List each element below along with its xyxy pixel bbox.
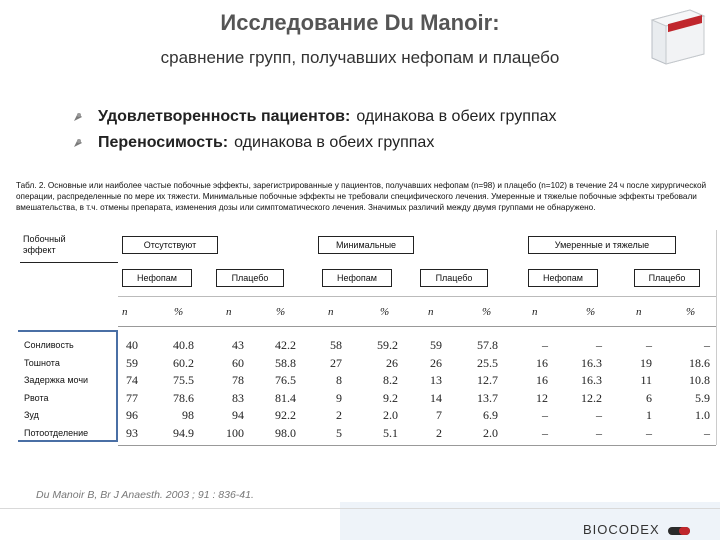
table-cell: 98 (182, 408, 194, 423)
subcol-header: % (482, 306, 492, 318)
table-cell: 2 (436, 426, 442, 440)
pack-logo-text: ACUPAN (670, 16, 700, 33)
table-cell: 7 (436, 408, 442, 423)
table-cell: 9 (336, 390, 342, 405)
bullet-bold-label: Переносимость: (98, 134, 229, 151)
table-cell: 1 (646, 408, 652, 423)
group-header-none: Отсутствуют (122, 236, 218, 254)
table-cell: 9.2 (383, 390, 398, 405)
pushpin-bullet-icon (72, 137, 84, 149)
pushpin-bullet-icon (72, 111, 84, 123)
subcol-header: n (226, 306, 232, 318)
table-cell: 5.9 (695, 390, 710, 405)
arm-header: Плацебо (420, 269, 488, 287)
table-cell: 19 (640, 355, 652, 370)
row-label: Сонливость (24, 340, 74, 350)
effect-column-header: Побочный эффект (20, 234, 120, 264)
table-cell: 81.4 (275, 390, 296, 405)
table-cell: 94.9 (173, 426, 194, 440)
subcol-header: % (686, 306, 696, 318)
subcol-header: % (586, 306, 596, 318)
subcol-header: n (328, 306, 334, 318)
table-cell: – (646, 426, 652, 440)
table-cell: 11 (640, 373, 652, 388)
table-cell: 18.6 (689, 355, 710, 370)
table-cell: 6 (646, 390, 652, 405)
bullet-item-tolerability (72, 130, 557, 156)
subcol-header: n (532, 306, 538, 318)
row-label: Задержка мочи (24, 375, 89, 386)
bullet-list (72, 104, 557, 156)
table-cell: 94 (232, 408, 244, 423)
table-cell: 26 (430, 355, 442, 370)
table-cell: 12 (536, 390, 548, 405)
table-cell: 1.0 (695, 408, 710, 423)
bullet-bold-label: Удовлетворенность пациентов: (98, 108, 351, 125)
table-cell: 42.2 (275, 338, 296, 352)
table-cell: 25.5 (477, 355, 498, 370)
bullet-text: одинакова в обеих группах (234, 134, 435, 151)
table-cell: – (596, 408, 602, 423)
table-cell: 27 (330, 355, 342, 370)
subcol-header: % (174, 306, 184, 318)
table-cell: 78.6 (173, 390, 194, 405)
table-cell: 77 (126, 390, 138, 405)
table-cell: 2.0 (383, 408, 398, 423)
table-cell: 83 (232, 390, 244, 405)
row-label: Рвота (24, 392, 49, 403)
row-label: Зуд (24, 410, 39, 421)
table-cell: 16.3 (581, 373, 602, 388)
table-cell: – (704, 426, 710, 440)
bullet-text: одинакова в обеих группах (356, 108, 557, 125)
table-cell: 58.8 (275, 355, 296, 370)
table-cell: 43 (232, 338, 244, 352)
arm-header: Плацебо (634, 269, 700, 287)
table-cell: 8 (336, 373, 342, 388)
table-cell: 59.2 (377, 338, 398, 352)
table-cell: 57.8 (477, 338, 498, 352)
table-cell: – (542, 426, 548, 440)
brand-name: BIOCODEX (583, 522, 660, 537)
table-cell: 96 (126, 408, 138, 423)
table-cell: – (704, 338, 710, 352)
table-caption: Табл. 2. Основные или наиболее частые побочные эффекты, зарегистрированные у пациентов, получавших нефопам (n=98) и плацебо (n=102) в течение 24 ч после хирургической операции, распределенные по мере их тяжести. Минимальные побочные эффекты не требовали специфического лечения. Умеренные и тяжелые побочные эффекты требовали вмешательства, в т.ч. отмены препарата, изменения дозы или симптоматического лечения. Значимых различий между двумя группами не обнаружено. (16, 181, 707, 212)
table-cell: 14 (430, 390, 442, 405)
table-cell: 58 (330, 338, 342, 352)
subcol-header: n (122, 306, 128, 318)
table-cell: 60 (232, 355, 244, 370)
table-cell: 5.1 (383, 426, 398, 440)
subcol-header: n (636, 306, 642, 318)
arm-header: Нефопам (322, 269, 392, 287)
row-label: Тошнота (24, 357, 60, 368)
table-cell: 2 (336, 408, 342, 423)
table-cell: 6.9 (483, 408, 498, 423)
table-cell: 16 (536, 355, 548, 370)
table-cell: 13 (430, 373, 442, 388)
title-part-1: Исследование (220, 10, 379, 35)
arm-header: Нефопам (528, 269, 598, 287)
brand-logo (583, 522, 692, 538)
brand-capsule-icon (666, 524, 692, 538)
title-part-2: Du Manoir: (384, 10, 500, 35)
table-cell: 98.0 (275, 426, 296, 440)
table-cell: 75.5 (173, 373, 194, 388)
table-cell: 2.0 (483, 426, 498, 440)
reference-citation: Du Manoir B, Br J Anaesth. 2003 ; 91 : 836-41. (36, 489, 254, 501)
table-cell: 16 (536, 373, 548, 388)
table-cell: – (542, 408, 548, 423)
table-cell: 92.2 (275, 408, 296, 423)
subcol-header: n (428, 306, 434, 318)
subcol-header: % (380, 306, 390, 318)
table-cell: 40.8 (173, 338, 194, 352)
table-cell: 10.8 (689, 373, 710, 388)
table-cell: – (542, 338, 548, 352)
group-header-moderate-severe: Умеренные и тяжелые (528, 236, 676, 254)
table-cell: 5 (336, 426, 342, 440)
table-cell: 12.2 (581, 390, 602, 405)
subcol-header: % (276, 306, 286, 318)
table-cell: 12.7 (477, 373, 498, 388)
bullet-item-satisfaction (72, 104, 557, 130)
slide-title (0, 10, 720, 36)
table-cell: 100 (226, 426, 244, 440)
table-cell: 13.7 (477, 390, 498, 405)
table-cell: 93 (126, 426, 138, 440)
table-cell: 60.2 (173, 355, 194, 370)
table-cell: 16.3 (581, 355, 602, 370)
table-cell: 40 (126, 338, 138, 352)
footer-divider (0, 508, 720, 509)
product-pack-image (646, 6, 710, 66)
table-cell: – (646, 338, 652, 352)
table-cell: 78 (232, 373, 244, 388)
row-label: Потоотделение (24, 428, 89, 438)
slide-subtitle: сравнение групп, получавших нефопам и плацебо (160, 48, 560, 67)
arm-header: Плацебо (216, 269, 284, 287)
table-cell: 26 (386, 355, 398, 370)
table-cell: 8.2 (383, 373, 398, 388)
group-header-minimal: Минимальные (318, 236, 414, 254)
table-cell: 74 (126, 373, 138, 388)
table-cell: 59 (430, 338, 442, 352)
table-cell: 59 (126, 355, 138, 370)
table-cell: 76.5 (275, 373, 296, 388)
arm-header: Нефопам (122, 269, 192, 287)
table-cell: – (596, 338, 602, 352)
table-cell: – (596, 426, 602, 440)
